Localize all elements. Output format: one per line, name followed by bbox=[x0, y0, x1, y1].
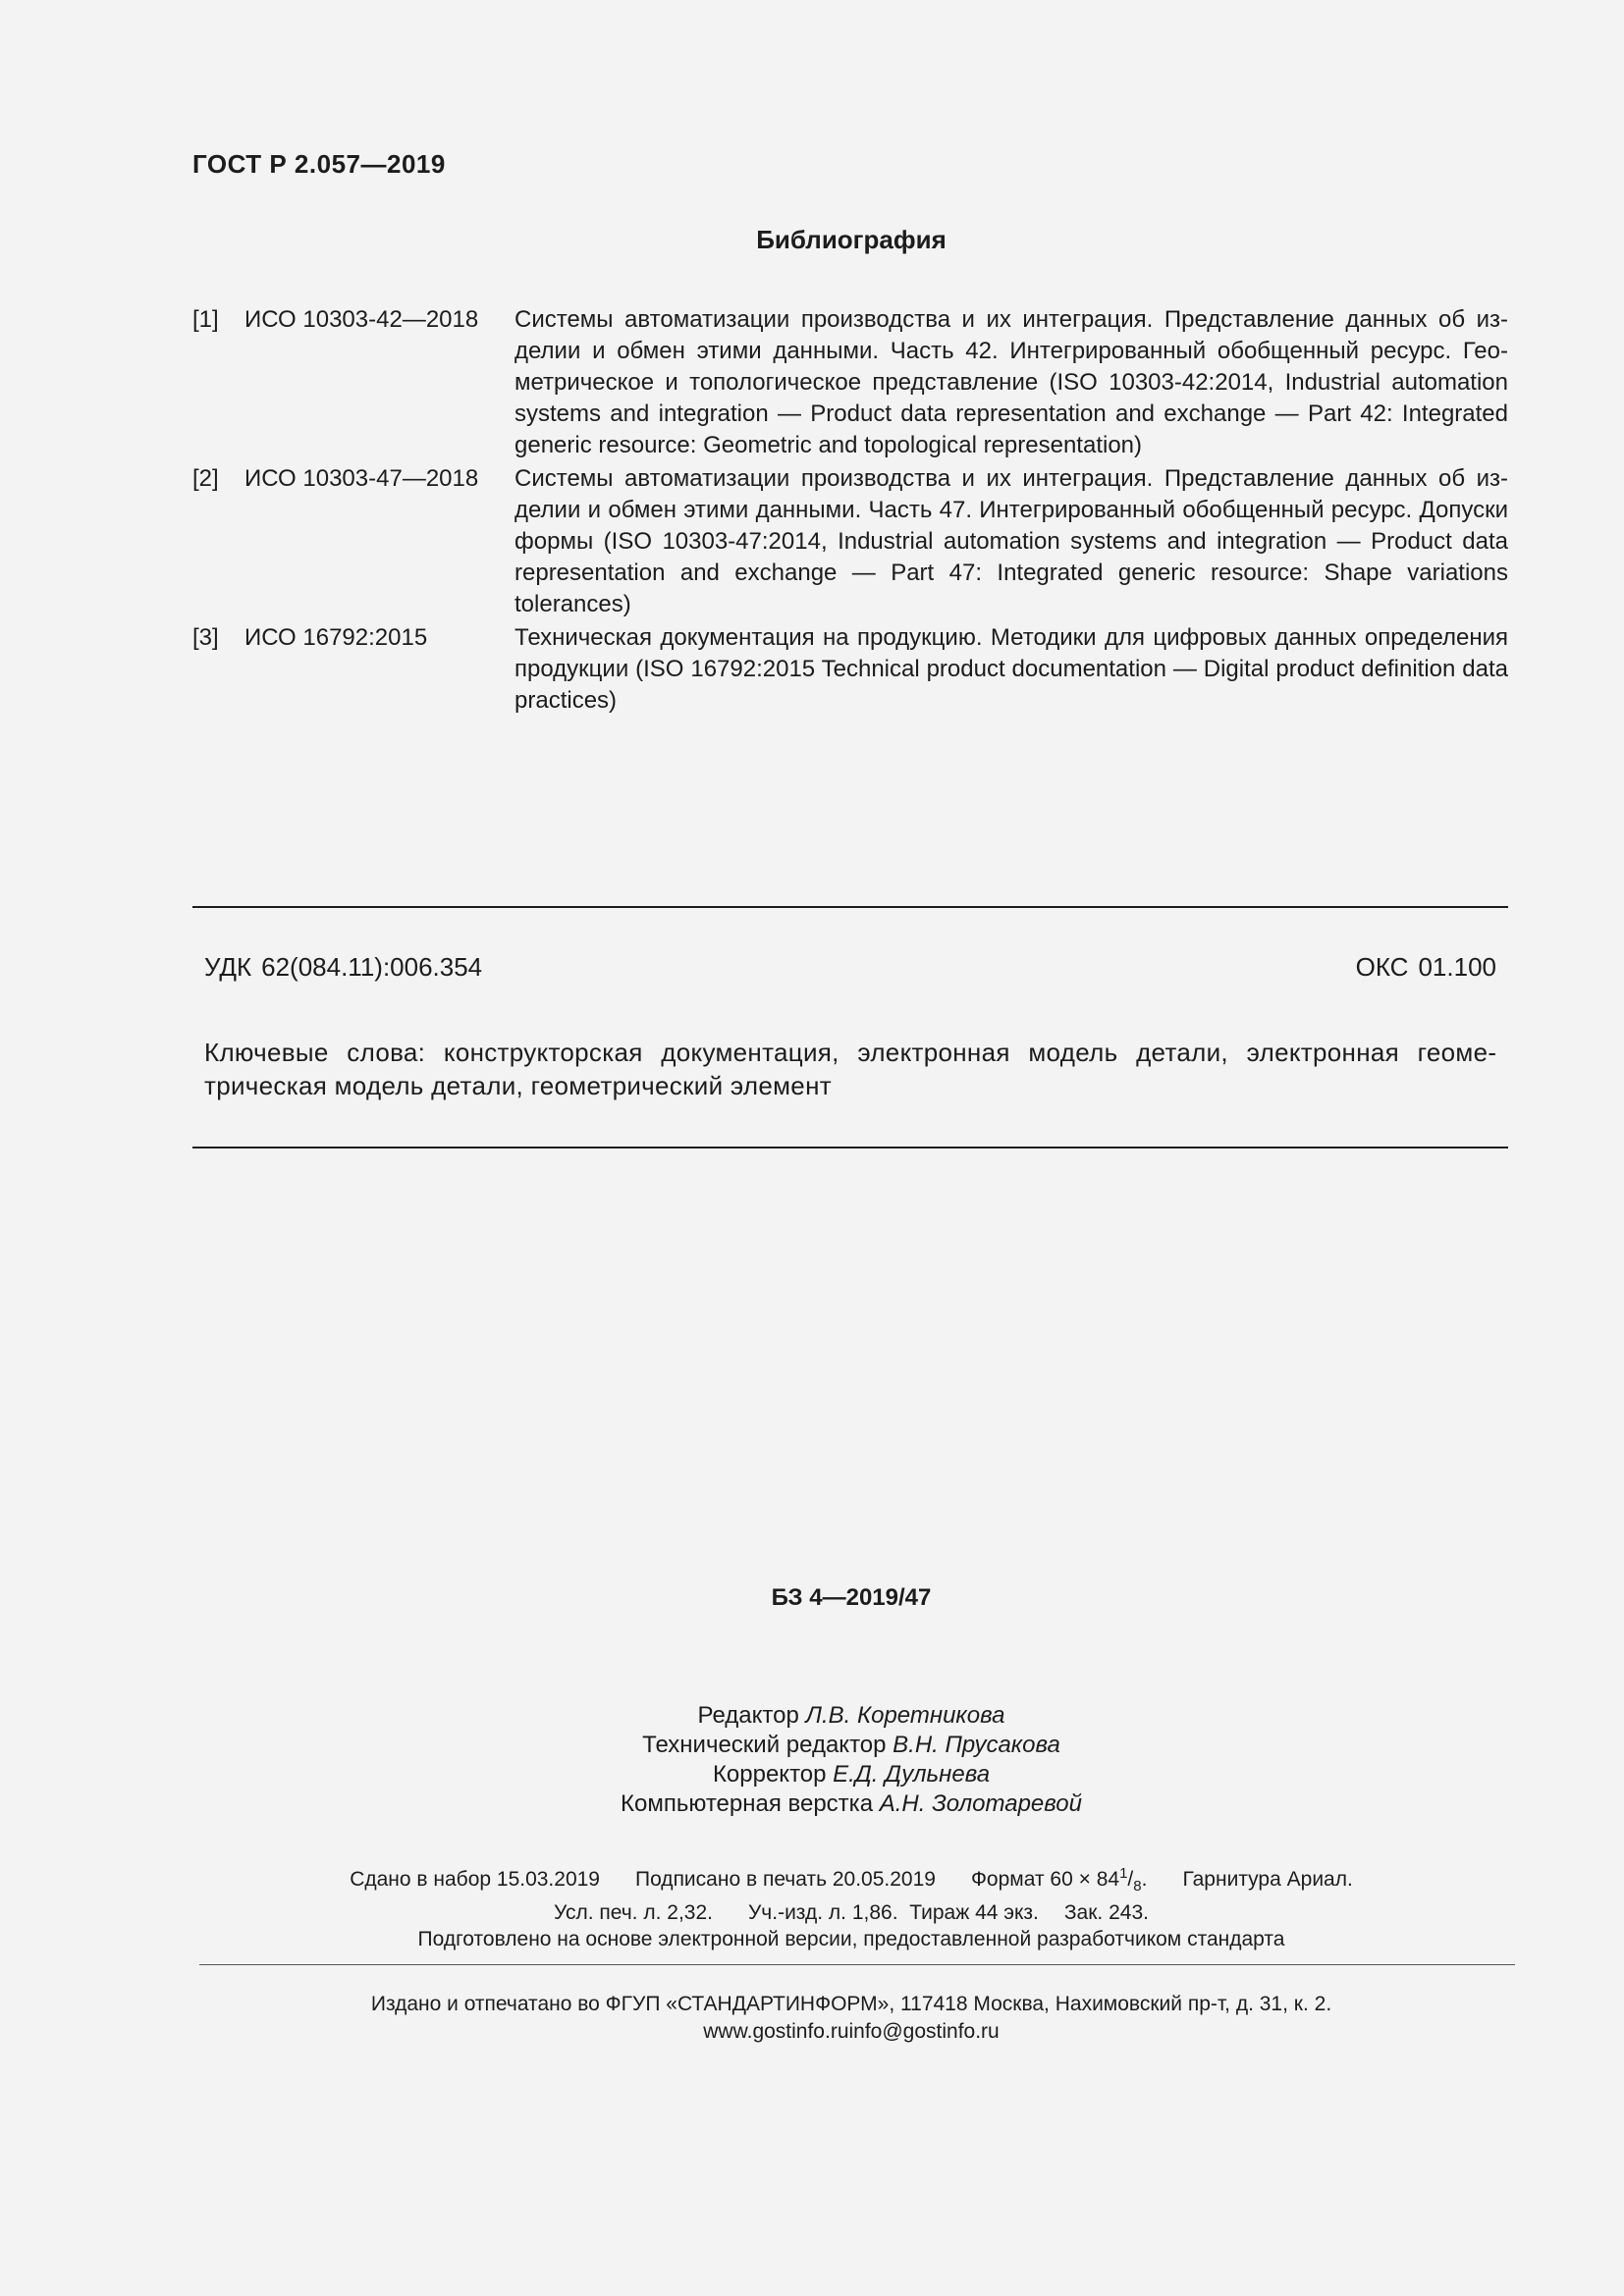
bz-number: БЗ 4—2019/47 bbox=[771, 1584, 932, 1611]
keywords: Ключевые слова: конструкторская документация, электронная модель детали, электронная геометрическая модель детали, геометрический элемент bbox=[204, 1038, 1496, 1100]
document-code: ГОСТ Р 2.057—2019 bbox=[192, 149, 446, 179]
bibliography-entry bbox=[192, 463, 1508, 620]
credit-line bbox=[0, 1760, 1624, 1789]
bibliography-entry bbox=[192, 304, 1508, 461]
credits-block bbox=[0, 1701, 1624, 1819]
entry-standard-code: ИСО 10303-47—2018 bbox=[244, 465, 479, 492]
entry-standard-code: ИСО 10303-42—2018 bbox=[244, 306, 479, 333]
submitted-date: Сдано в набор 15.03.2019 bbox=[350, 1868, 600, 1891]
credit-role: Корректор bbox=[712, 1761, 827, 1788]
credit-person: Е.Д. Дульнева bbox=[833, 1761, 991, 1788]
credit-line bbox=[0, 1701, 1624, 1731]
credit-role: Компьютерная верстка bbox=[621, 1790, 874, 1817]
publication-info bbox=[0, 1860, 1624, 1952]
entry-number: [1] bbox=[192, 306, 219, 333]
pubinfo-line-1 bbox=[0, 1860, 1624, 1899]
credit-person: А.Н. Золотаревой bbox=[879, 1790, 1082, 1817]
credit-line bbox=[0, 1731, 1624, 1760]
top-divider bbox=[192, 906, 1508, 908]
udk-classification bbox=[204, 952, 482, 983]
credit-line bbox=[0, 1789, 1624, 1819]
publisher-divider bbox=[199, 1964, 1515, 1965]
entry-standard-code: ИСО 16792:2015 bbox=[244, 624, 428, 651]
order-number: Зак. 243. bbox=[1063, 1901, 1149, 1925]
credit-person: Л.В. Коретникова bbox=[805, 1702, 1005, 1729]
udk-label: УДК bbox=[204, 952, 252, 982]
print-run: Тираж 44 экз. bbox=[909, 1901, 1039, 1925]
publisher-website[interactable]: www.gostinfo.ru bbox=[703, 2020, 849, 2043]
typeface: Гарнитура Ариал. bbox=[1182, 1868, 1353, 1891]
publisher-sheets: Уч.-изд. л. 1,86. bbox=[747, 1901, 898, 1925]
publisher-email[interactable]: info@gostinfo.ru bbox=[848, 2020, 1000, 2043]
signed-date: Подписано в печать 20.05.2019 bbox=[635, 1868, 936, 1891]
publisher-address: Издано и отпечатано во ФГУП «СТАНДАРТИНФОРМ», 117418 Москва, Нахимовский пр-т, д. 31, к. 2. bbox=[370, 1993, 1332, 2015]
bottom-divider bbox=[192, 1147, 1508, 1148]
preparation-note: Подготовлено на основе электронной версии, предоставленной разработчиком стандарта bbox=[417, 1928, 1285, 1951]
credit-role: Технический редактор bbox=[642, 1732, 887, 1758]
bibliography-title: Библиография bbox=[756, 225, 947, 254]
oks-value: 01.100 bbox=[1418, 952, 1496, 982]
oks-label: ОКС bbox=[1355, 952, 1409, 982]
bibliography-entry bbox=[192, 622, 1508, 717]
credit-role: Редактор bbox=[697, 1702, 799, 1729]
oks-classification bbox=[1356, 952, 1496, 983]
entry-number: [3] bbox=[192, 624, 219, 651]
entry-description: Системы автоматизации производства и их интеграция. Представление данных об изделии и обмен этими данными. Часть 42. Интегрированный обобщенный ресурс. Геометрическое и топологическое представление (ISO 10303-42:2014, Industrial automation systems and integration — Product data representation and exchange — Part 42: Integrated generic resource: Geometric and topological representation) bbox=[514, 306, 1508, 458]
publisher-info bbox=[0, 1991, 1624, 2046]
publisher-contacts bbox=[0, 2018, 1624, 2046]
entry-number: [2] bbox=[192, 465, 219, 492]
entry-description: Системы автоматизации производства и их интеграция. Представление данных об изделии и обмен этими данными. Часть 47. Интегрированный обобщенный ресурс. Допуски формы (ISO 10303-47:2014, Industrial automation systems and integration — Product data representation and exchange — Part 47: Integrated generic resource: Shape variations tolerances) bbox=[514, 465, 1508, 617]
udk-value: 62(084.11):006.354 bbox=[261, 952, 483, 982]
paper-format: Формат $60 \times 84^1/_8$. bbox=[970, 1865, 1148, 1896]
entry-description: Техническая документация на продукцию. Методики для цифровых данных определения продукции (ISO 16792:2015 Technical product documentation — Digital product definition data practices) bbox=[514, 624, 1508, 714]
pubinfo-line-2 bbox=[0, 1899, 1624, 1926]
bibliography-list bbox=[192, 304, 1508, 719]
print-sheets: Усл. печ. л. 2,32. bbox=[554, 1901, 713, 1925]
credit-person: В.Н. Прусакова bbox=[893, 1732, 1060, 1758]
